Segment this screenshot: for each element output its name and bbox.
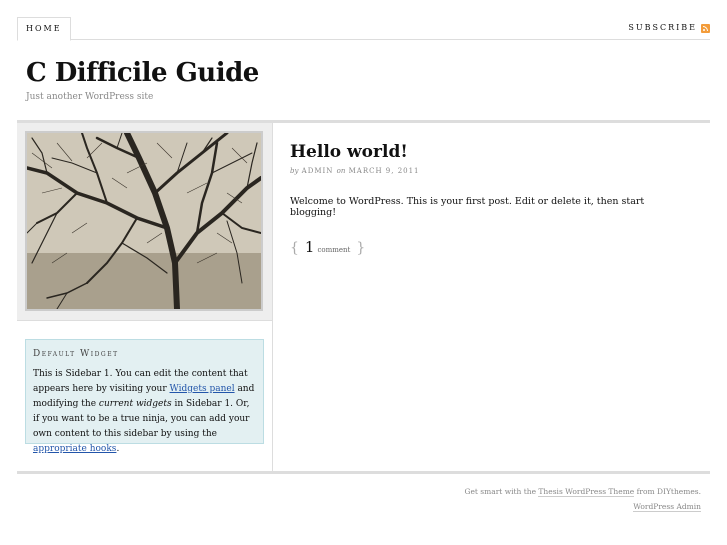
comment-label[interactable]: comment	[317, 246, 351, 254]
sidebar-photo-panel	[17, 123, 272, 321]
comment-brace-open: {	[290, 240, 299, 256]
site-header	[17, 40, 710, 123]
widgets-panel-link[interactable]: Widgets panel	[169, 384, 235, 394]
footer-admin	[464, 499, 701, 514]
bare-tree-photo	[25, 131, 263, 311]
comment-count[interactable]: 1	[304, 238, 315, 256]
widget-text-part: in Sidebar 1. Or, if you want to be a true ninja, you can add your own content to this sidebar by using the	[33, 399, 250, 439]
content-area	[17, 123, 710, 474]
wordpress-admin-link[interactable]: WordPress Admin	[633, 502, 701, 511]
top-navigation	[17, 17, 710, 40]
widget-title: Default Widget	[33, 349, 119, 359]
tree-branches-image	[27, 133, 261, 309]
byline-on: on	[336, 167, 346, 175]
widget-text	[33, 367, 256, 457]
footer-text: from DIYthemes.	[634, 487, 701, 496]
comment-brace-close: }	[356, 240, 366, 256]
footer-text: Get smart with the	[464, 487, 539, 496]
sidebar	[17, 123, 273, 471]
rss-icon[interactable]	[701, 24, 710, 33]
widget-text-part: and modifying the	[33, 384, 255, 409]
site-title[interactable]: C Difficile Guide	[26, 58, 259, 88]
post-byline	[290, 167, 690, 175]
byline-by: by	[290, 167, 299, 175]
post-author[interactable]: ADMIN	[301, 167, 334, 175]
post	[290, 142, 690, 256]
widget-text-part: .	[116, 444, 120, 454]
site-footer	[464, 484, 701, 514]
widget-text-part: This is Sidebar 1. You can edit the content that appears here by visiting your	[33, 369, 248, 394]
post-date: MARCH 9, 2011	[348, 167, 420, 175]
footer-credit	[464, 484, 701, 499]
site-tagline: Just another WordPress site	[26, 92, 154, 102]
widget-text-emphasis: current widgets	[98, 399, 172, 409]
nav-home-tab[interactable]: HOME	[17, 17, 71, 41]
post-body: Welcome to WordPress. This is your first post. Edit or delete it, then start blogging!	[290, 196, 645, 218]
post-title[interactable]: Hello world!	[290, 142, 408, 162]
nav-subscribe-link[interactable]	[628, 17, 710, 39]
comment-link[interactable]	[290, 238, 690, 256]
appropriate-hooks-link[interactable]: appropriate hooks	[33, 444, 117, 454]
subscribe-label[interactable]: SUBSCRIBE	[628, 23, 697, 32]
default-widget	[25, 339, 264, 454]
thesis-theme-link[interactable]: Thesis WordPress Theme	[538, 487, 635, 496]
